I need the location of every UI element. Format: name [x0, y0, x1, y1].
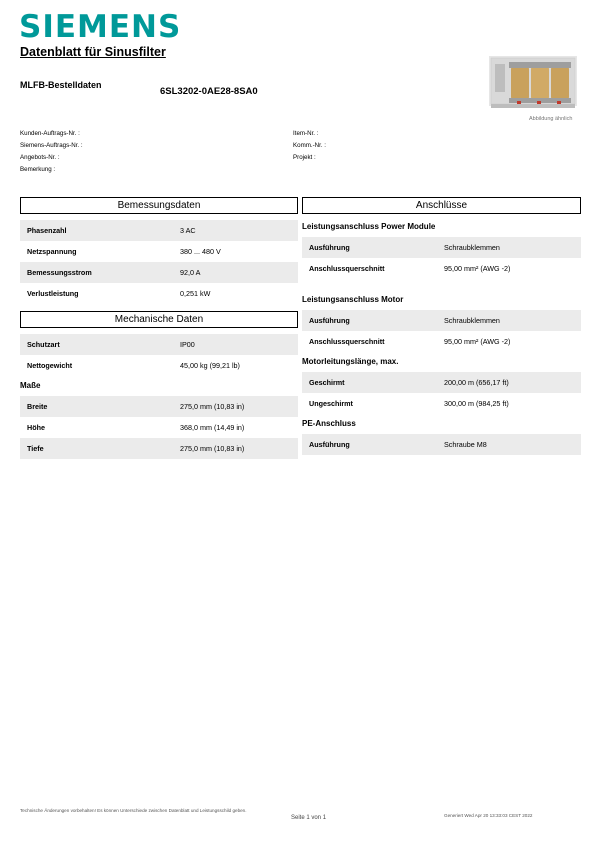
right-column: [302, 197, 581, 455]
table-row: [20, 417, 298, 438]
row-label: Phasenzahl: [27, 226, 67, 235]
dimensions-header: Maße: [20, 381, 41, 390]
footer-disclaimer: Technische Änderungen vorbehalten! Es können Unterschiede zwischen Datenblatt und Leistungsschild geben.: [20, 808, 247, 813]
siemens-logo: SIEMENS: [19, 9, 182, 45]
mlfb-label: MLFB-Bestelldaten: [20, 80, 102, 90]
row-value: 300,00 m (984,25 ft): [444, 399, 509, 408]
row-label: Schutzart: [27, 340, 60, 349]
table-row: [20, 438, 298, 459]
connections-header: Anschlüsse: [302, 197, 581, 214]
remark-label: Bemerkung :: [20, 166, 56, 173]
generated-timestamp: Generiert Wed Apr 20 13:33:03 CEST 2022: [444, 813, 533, 818]
left-column: [20, 197, 298, 459]
row-label: Anschlussquerschnitt: [309, 337, 385, 346]
row-label: Ausführung: [309, 243, 350, 252]
row-value: 0,251 kW: [180, 289, 211, 298]
table-row: [302, 310, 581, 331]
mlfb-value: 6SL3202-0AE28-8SA0: [160, 86, 258, 97]
row-label: Nettogewicht: [27, 361, 73, 370]
table-row: [20, 262, 298, 283]
order-meta-right: [293, 128, 326, 164]
customer-order-no-label: Kunden-Auftrags-Nr. :: [20, 130, 80, 137]
row-label: Höhe: [27, 423, 45, 432]
row-value: 92,0 A: [180, 268, 201, 277]
table-row: [20, 355, 298, 376]
row-value: 380 ... 480 V: [180, 247, 221, 256]
row-label: Anschlussquerschnitt: [309, 264, 385, 273]
row-label: Ungeschirmt: [309, 399, 353, 408]
row-value: 95,00 mm² (AWG -2): [444, 264, 511, 273]
image-caption: Abbildung ähnlich: [529, 116, 573, 122]
row-value: Schraubklemmen: [444, 243, 500, 252]
mechanical-data-header: Mechanische Daten: [20, 311, 298, 328]
table-row: [20, 283, 298, 304]
row-label: Bemessungsstrom: [27, 268, 92, 277]
motor-cable-length-header: Motorleitungslänge, max.: [302, 357, 399, 366]
row-value: 200,00 m (656,17 ft): [444, 378, 509, 387]
row-value: Schraubklemmen: [444, 316, 500, 325]
offer-no-label: Angebots-Nr. :: [20, 154, 60, 161]
row-label: Ausführung: [309, 316, 350, 325]
page-title: Datenblatt für Sinusfilter: [20, 45, 166, 59]
table-row: [20, 396, 298, 417]
item-no-label: Item-Nr. :: [293, 130, 319, 137]
row-value: 45,00 kg (99,21 lb): [180, 361, 240, 370]
siemens-order-no-label: Siemens-Auftrags-Nr. :: [20, 142, 83, 149]
row-label: Breite: [27, 402, 48, 411]
row-label: Geschirmt: [309, 378, 345, 387]
table-row: [302, 331, 581, 352]
row-value: IP00: [180, 340, 195, 349]
row-value: 368,0 mm (14,49 in): [180, 423, 245, 432]
table-row: [302, 237, 581, 258]
table-row: [302, 372, 581, 393]
table-row: [20, 334, 298, 355]
row-value: Schraube M8: [444, 440, 487, 449]
table-row: [302, 258, 581, 279]
row-value: 3 AC: [180, 226, 196, 235]
product-image: [487, 52, 579, 112]
row-label: Tiefe: [27, 444, 44, 453]
row-value: 95,00 mm² (AWG -2): [444, 337, 511, 346]
motor-connection-header: Leistungsanschluss Motor: [302, 295, 404, 304]
table-row: [302, 393, 581, 414]
pe-connection-header: PE-Anschluss: [302, 419, 356, 428]
order-meta-left: [20, 128, 83, 176]
rating-data-header: Bemessungsdaten: [20, 197, 298, 214]
page-number: Seite 1 von 1: [291, 815, 327, 821]
table-row: [20, 220, 298, 241]
power-module-connection-header: Leistungsanschluss Power Module: [302, 222, 436, 231]
table-row: [20, 241, 298, 262]
project-label: Projekt :: [293, 154, 316, 161]
row-label: Netzspannung: [27, 247, 77, 256]
comm-no-label: Komm.-Nr. :: [293, 142, 327, 149]
row-label: Ausführung: [309, 440, 350, 449]
row-label: Verlustleistung: [27, 289, 79, 298]
row-value: 275,0 mm (10,83 in): [180, 402, 245, 411]
row-value: 275,0 mm (10,83 in): [180, 444, 245, 453]
table-row: [302, 434, 581, 455]
